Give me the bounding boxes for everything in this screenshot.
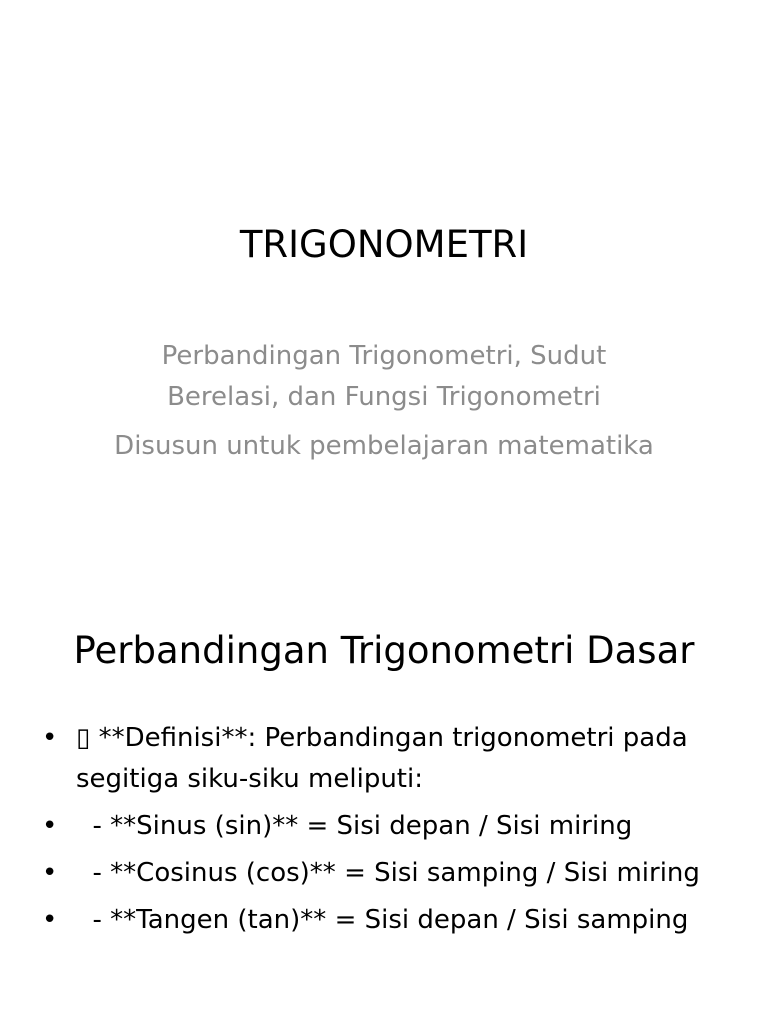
- subtitle-line: Perbandingan Trigonometri, Sudut Berelasi, dan Fungsi Trigonometri: [161, 341, 607, 412]
- subtitle-line: Disusun untuk pembelajaran matematika: [114, 431, 654, 461]
- list-item-text: - **Tangen (tan)** = Sisi depan / Sisi samping: [76, 905, 689, 935]
- list-item: [38, 900, 728, 941]
- slide-subtitle: [110, 336, 658, 475]
- bullet-icon: •: [42, 723, 58, 753]
- bullet-list: [38, 718, 728, 947]
- list-item-text: - **Cosinus (cos)** = Sisi samping / Sisi miring: [76, 858, 700, 888]
- list-item: [38, 806, 728, 847]
- list-item: [38, 718, 728, 800]
- list-item: [38, 853, 728, 894]
- section-heading: Perbandingan Trigonometri Dasar: [73, 629, 695, 672]
- list-item-text: - **Sinus (sin)** = Sisi depan / Sisi miring: [76, 811, 633, 841]
- list-item-text: ▯ **Definisi**: Perbandingan trigonometri pada segitiga siku-siku meliputi:: [76, 723, 688, 794]
- bullet-icon: •: [42, 811, 58, 841]
- bullet-icon: •: [42, 858, 58, 888]
- slide-title: TRIGONOMETRI: [239, 223, 529, 266]
- bullet-icon: •: [42, 905, 58, 935]
